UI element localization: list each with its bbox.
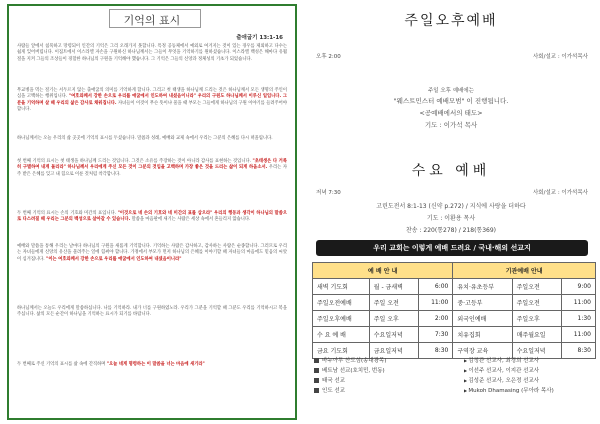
- bullet-square-icon: [314, 368, 319, 373]
- schedule-cell: 9:00: [561, 279, 595, 295]
- mission-field: 태국 선교: [322, 378, 346, 384]
- wednesday-hymn: 찬송 : 220(통278) / 218(통369): [405, 227, 497, 234]
- sermon-text: 첫 번째 기억의 표시는 첫 태생을 하나님께 드리는 것입니다. 그것은 소유를 주장하는 것이 아니라 감사를 표현하는 것입니다.: [17, 159, 253, 164]
- schedule-cell: 11:00: [561, 327, 595, 343]
- sermon-text: 자녀들이 이것이 무슨 뜻이냐 물을 때 부모는 그들에게 하나님의 구원 이야기를 들려주어야 합니다.: [17, 100, 287, 113]
- schedule-cell: 월 - 금새벽: [369, 279, 419, 295]
- schedule-row: [313, 279, 596, 295]
- sermon-text: 예배와 말씀을 통해 우리는 날마다 하나님의 구원을 새롭게 기억합니다. 기억하는 사람은 감사하고, 감사하는 사람은 순종합니다. 그러므로 우리는 자녀들에게 신앙의 유산을 물려주는 일에 힘써야 합니다. 가정에서 부모가 먼저 하나님의 은혜를 이야기할 때 자녀들의 마음에도 믿음의 씨앗이 심겨집니다.: [17, 244, 287, 262]
- missionaries: 이선주 선교사, 이지관 선교사: [468, 368, 540, 374]
- bullet-square-icon: [314, 388, 319, 393]
- sermon-text: 두 번째 기억의 표시는 손의 기호와 미간의 표입니다.: [17, 211, 118, 216]
- afternoon-notice-4: 기도 : 이가석 목사: [424, 121, 478, 129]
- sermon-paragraph: [17, 136, 287, 142]
- missionaries: Mukoh Dhamasing (무아라 목사): [468, 388, 554, 394]
- sermon-paragraph: [17, 244, 287, 263]
- afternoon-notice-1: 주일 오후 예배에는: [427, 88, 474, 94]
- schedule-row: [313, 295, 596, 311]
- highlighted-verse: "여호와께서 강한 손으로 우리를 애굽에서 인도하여 내셨음이니라" 우리의 구원도 하나님께서 이루신 일입니다. 그분을 기억하며 살 때 우리의 삶은 감사로 채워집니다.: [17, 94, 287, 106]
- schedule-cell: 2:00: [419, 311, 453, 327]
- sermon-text: 무교병을 먹는 절기는 서두르지 않는 출애굽의 의미를 기억하게 합니다. 그리고 첫 태생을 하나님께 드리는 것은 하나님께서 모든 생명의 주인이심을 고백하는 행위입니다.: [17, 88, 287, 100]
- bullet-square-icon: [314, 378, 319, 383]
- mission-field: 인도 선교: [322, 388, 346, 394]
- afternoon-time: 오후 2:00: [316, 54, 341, 60]
- schedule-cell: 11:00: [419, 295, 453, 311]
- arrow-right-icon: ▶: [464, 358, 469, 363]
- sermon-paragraph: [17, 211, 287, 224]
- schedule-cell: 주일오전: [512, 295, 561, 311]
- schedule-cell: 수 요 예 배: [313, 327, 370, 343]
- sermon-panel: [7, 4, 297, 420]
- afternoon-notice-3: <공예배에서의 태도>: [419, 109, 483, 117]
- afternoon-title: 주일오후예배: [404, 13, 498, 29]
- highlighted-verse: "초태생은 다 거룩히 구별하여 내게 돌리라" 하나님께서 우리에게 주신 모든 것이 그분의 것임을 고백하며 가장 좋은 것을 드리는 삶이 되게 하옵소서.: [17, 159, 287, 171]
- banner: 우리 교회는 이렇게 예배 드려요 / 국내·해외 선교지: [316, 240, 588, 256]
- schedule-cell: 유치·유초등부: [453, 279, 512, 295]
- missionaries: 김정관 선교사, 최경희 선교사: [468, 358, 540, 364]
- wednesday-scripture: 고린도전서 8:1-13 (신약 p.272) / 지식에 사랑을 더하다: [376, 203, 526, 210]
- schedule-row: [313, 327, 596, 343]
- wednesday-prayer: 기도 : 이환용 목사: [426, 215, 476, 222]
- sermon-title: 기억의 표시: [123, 14, 181, 27]
- schedule-cell: 11:00: [561, 295, 595, 311]
- sermon-paragraph: [17, 159, 287, 178]
- bullet-square-icon: [314, 358, 319, 363]
- schedule-cell: 6:00: [419, 279, 453, 295]
- schedule-cell: 수요일저녁: [512, 343, 561, 359]
- schedule-cell: 새벽 기도회: [313, 279, 370, 295]
- schedule-table: [312, 262, 596, 359]
- schedule-cell: 매주월요일: [512, 327, 561, 343]
- mission-field: 베트남 선교(호치민, 번동): [322, 368, 385, 374]
- sermon-paragraph: [17, 306, 287, 319]
- mission-row: [314, 376, 594, 386]
- schedule-left-header: 예 배 안 내: [313, 263, 453, 279]
- sermon-verse-ref: 출애굽기 13:1-16: [236, 35, 283, 41]
- arrow-right-icon: ▶: [464, 388, 469, 393]
- mission-row: [314, 386, 594, 396]
- schedule-cell: 수요일저녁: [369, 327, 419, 343]
- schedule-right-header: 기관예배 안내: [453, 263, 596, 279]
- schedule-cell: 주일오전: [512, 279, 561, 295]
- schedule-cell: 주일오후: [512, 311, 561, 327]
- sermon-paragraph: [17, 44, 287, 63]
- arrow-right-icon: ▶: [464, 378, 469, 383]
- schedule-cell: 구역장 교육: [453, 343, 512, 359]
- sermon-text: 두 번째로 주신 기억의 표시를 삶 속에 간직하며: [17, 362, 107, 367]
- arrow-right-icon: ▶: [464, 368, 469, 373]
- sermon-text: 우리는 자주 받은 은혜를 잊고 내 힘으로 이룬 것처럼 착각합니다.: [17, 165, 287, 177]
- mission-row: [314, 366, 594, 376]
- schedule-cell: 금요일저녁: [369, 343, 419, 359]
- highlighted-verse: "이는 여호와께서 강한 손으로 우리를 애굽에서 인도하여 내셨음이니라": [44, 256, 182, 262]
- sermon-text: 하나님께서는 오늘 우리의 삶 곳곳에 기억의 표시를 두셨습니다. 말씀과 성례, 예배와 교제 속에서 우리는 그분의 은혜를 다시 떠올립니다.: [17, 136, 273, 141]
- schedule-cell: 중·고등부: [453, 295, 512, 311]
- sermon-paragraph: [17, 88, 287, 114]
- mission-field: 바누아투 산도섬(송대광목): [322, 358, 387, 364]
- schedule-cell: 7:30: [419, 327, 453, 343]
- missions-list: [314, 356, 594, 396]
- missionaries: 김성준 선교사, 오은정 선교사: [468, 378, 540, 384]
- wednesday-title: 수요 예배: [411, 163, 491, 179]
- schedule-cell: 금요 기도회: [313, 343, 370, 359]
- schedule-cell: 1:30: [561, 311, 595, 327]
- sermon-text: 사람들 앞에서 침묵하고 망령되이 인간의 기억은 그리 오래가지 못합니다. 특정 공동체에서 예외로 여겨지는 것이 있는 경우를 제외하고 다수는 쉽게 잊어버립니다. 이집트에서 이스라엘 자손을 구원하신 하나님께서는 그들이 무엇을 기억하기를 원하셨습니다. 이스라엘 백성은 해마다 유월절을 지켜 그들의 조상들이 경험한 하나님의 구원을 기억해야 했습니다. 그 기억은 그들의 신앙과 정체성의 기초가 되었습니다.: [17, 44, 287, 62]
- sermon-text: 말씀을 마음판에 새기는 사람은 세상 속에서 흔들리지 않습니다.: [130, 217, 251, 223]
- schedule-cell: 8:30: [561, 343, 595, 359]
- schedule-row: [313, 311, 596, 327]
- schedule-cell: 주일오전예배: [313, 295, 370, 311]
- schedule-cell: 8:30: [419, 343, 453, 359]
- sermon-text: 하나님께서는 오늘도 우리에게 말씀하십니다. 나를 기억하라. 내가 너를 구원하였노라. 우리가 그분을 기억할 때 그분도 우리를 기억하시고 복을 주십니다. 삶의 모든 순간이 하나님을 기억하는 표시가 되기를 바랍니다.: [17, 306, 287, 318]
- schedule-cell: 치유집회: [453, 327, 512, 343]
- highlighted-verse: "이것으로 네 손의 기호와 네 미간의 표를 삼으라" 우리의 행동과 생각이 하나님의 말씀으로 다스려질 때 우리는 그분의 백성으로 살아갈 수 있습니다.: [17, 211, 287, 223]
- afternoon-leader: 사회/설교 : 이가석목사: [532, 54, 588, 60]
- sermon-paragraph: [17, 362, 287, 368]
- wednesday-leader: 사회/설교 : 이가석목사: [532, 190, 588, 196]
- mission-row: [314, 356, 594, 366]
- schedule-cell: 주일오후예배: [313, 311, 370, 327]
- schedule-cell: 주일 오전: [369, 295, 419, 311]
- wednesday-time: 저녁 7:30: [316, 190, 341, 196]
- schedule-cell: 주일 오후: [369, 311, 419, 327]
- highlighted-verse: "오늘 네게 명령하는 이 말씀을 너는 마음에 새기라": [106, 362, 205, 367]
- schedule-cell: 외국인예배: [453, 311, 512, 327]
- afternoon-notice-2: "웨스트민스터 예배모범" 이 진행됩니다.: [393, 97, 509, 105]
